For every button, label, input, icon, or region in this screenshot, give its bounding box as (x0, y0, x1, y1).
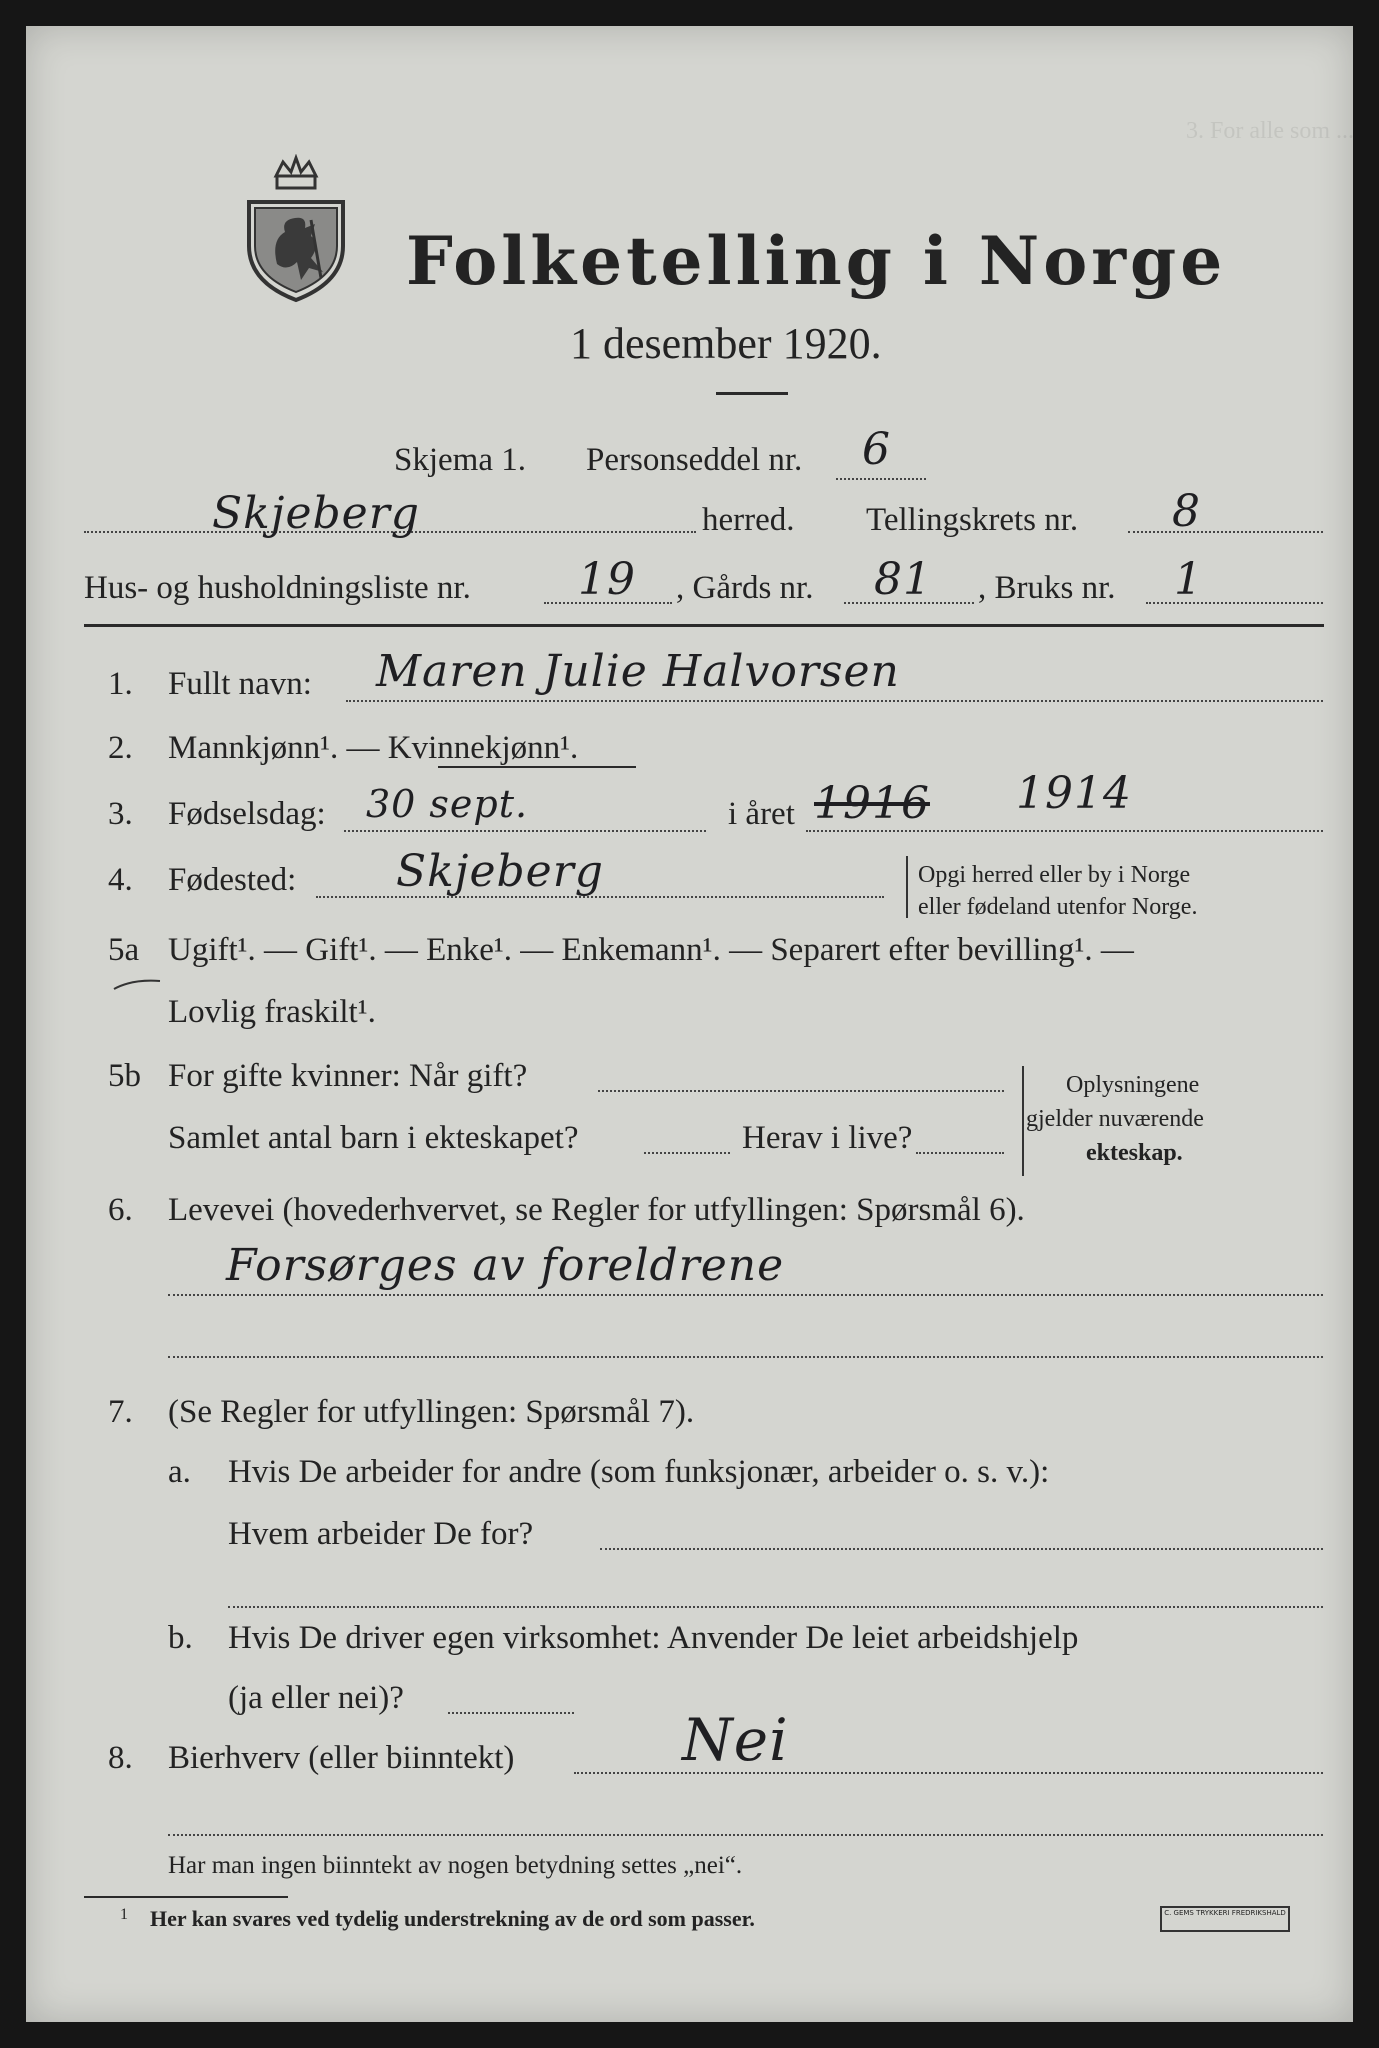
q7a-line2: Hvem arbeider De for? (228, 1516, 534, 1552)
personseddel-label: Personseddel nr. (586, 442, 803, 478)
tellingskrets-label: Tellingskrets nr. (866, 502, 1079, 538)
q7a-answer-line1 (600, 1548, 1323, 1550)
personseddel-value: 6 (862, 424, 891, 475)
herred-value: Skjeberg (212, 488, 420, 539)
q8-value: Nei (682, 1706, 789, 1774)
q6-value: Forsørges av foreldrene (226, 1240, 785, 1291)
footnote-divider (84, 1896, 288, 1898)
q5b-line1: For gifte kvinner: Når gift? (168, 1058, 528, 1094)
q4-note-brace (906, 856, 912, 918)
q7a-line1: Hvis De arbeider for andre (som funksjonær, arbeider o. s. v.): (228, 1454, 1050, 1490)
q4-label: Fødested: (168, 862, 297, 898)
bruks-label: , Bruks nr. (978, 570, 1116, 606)
personseddel-line (836, 478, 926, 480)
q6-number: 6. (108, 1192, 133, 1228)
bruks-value: 1 (1174, 554, 1203, 605)
q2-underline-kvinnekjonn (438, 766, 636, 768)
gards-value: 81 (874, 554, 932, 605)
q1-line (346, 700, 1323, 702)
footer-note: Har man ingen biinntekt av nogen betydning settes „nei“. (168, 1852, 743, 1879)
q3-date-line (344, 830, 706, 832)
q5b-line2: Samlet antal barn i ekteskapet? (168, 1120, 579, 1156)
q4-value: Skjeberg (396, 846, 604, 897)
q3-value: 30 sept. (366, 782, 529, 826)
census-form-page (26, 26, 1353, 2022)
q7b-line2: (ja eller nei)? (228, 1680, 404, 1716)
q8-label: Bierhverv (eller biinntekt) (168, 1740, 515, 1776)
q3-number: 3. (108, 796, 133, 832)
q3-year-value: 1914 (1016, 768, 1132, 819)
herred-label: herred. (702, 502, 795, 538)
q3-year-line (806, 830, 1323, 832)
q3-label: Fødselsdag: (168, 796, 326, 832)
q5b-note-line2: gjelder nuværende (1026, 1106, 1204, 1132)
q5a-line2: Lovlig fraskilt¹. (168, 994, 376, 1030)
q5a-line1: Ugift¹. — Gift¹. — Enke¹. — Enkemann¹. — Separert efter bevilling¹. — (168, 932, 1134, 968)
hus-label: Hus- og husholdningsliste nr. (84, 570, 471, 606)
q7b-number: b. (168, 1620, 193, 1656)
norwegian-lion-coat-of-arms-icon (241, 154, 351, 304)
q7a-answer-line2 (228, 1606, 1323, 1608)
bruks-line (1146, 602, 1323, 604)
header-divider (84, 624, 1324, 627)
q5b-children-line (644, 1152, 730, 1154)
q8-answer-line2 (168, 1834, 1323, 1836)
gards-label: , Gårds nr. (676, 570, 814, 606)
title-divider (716, 392, 788, 395)
q7-number: 7. (108, 1394, 133, 1430)
q5b-note-line1: Oplysningene (1066, 1072, 1200, 1098)
q3-year-label: i året (728, 796, 795, 832)
bleed-through-text: 3. For alle som ... (1186, 118, 1354, 144)
q5a-number: 5a (108, 932, 140, 968)
q1-value: Maren Julie Halvorsen (376, 646, 900, 697)
q2-label: Mannkjønn¹. — Kvinnekjønn¹. (168, 730, 579, 766)
q1-label: Fullt navn: (168, 666, 312, 702)
hus-value: 19 (578, 554, 636, 605)
q5b-married-line (598, 1090, 1004, 1092)
q5b-herav-label: Herav i live? (742, 1120, 913, 1156)
q5b-note-line3: ekteskap. (1086, 1140, 1183, 1166)
q4-note-line1: Opgi herred eller by i Norge (918, 862, 1191, 888)
q2-number: 2. (108, 730, 133, 766)
printer-stamp: C. GEMS TRYKKERI FREDRIKSHALD (1160, 1906, 1290, 1932)
skjema-label: Skjema 1. (394, 442, 526, 478)
q7a-number: a. (168, 1454, 191, 1490)
footnote-number: 1 (120, 1906, 128, 1923)
q7b-answer-line (448, 1712, 574, 1714)
tellingskrets-value: 8 (1172, 486, 1201, 537)
q8-number: 8. (108, 1740, 133, 1776)
footnote-text: Her kan svares ved tydelig understrekning av de ord som passer. (150, 1906, 755, 1931)
q6-answer-line2 (168, 1356, 1323, 1358)
q5b-alive-line (916, 1152, 1004, 1154)
q7-label: (Se Regler for utfyllingen: Spørsmål 7). (168, 1394, 695, 1430)
q4-note-line2: eller fødeland utenfor Norge. (918, 894, 1198, 920)
q6-answer-line1 (168, 1294, 1323, 1296)
q3-year-struck: 1916 (814, 778, 930, 829)
q4-number: 4. (108, 862, 133, 898)
census-date: 1 desember 1920. (570, 319, 882, 368)
q1-number: 1. (108, 666, 133, 702)
q6-label: Levevei (hovederhvervet, se Regler for utfyllingen: Spørsmål 6). (168, 1192, 1025, 1228)
q5a-handwritten-dash (112, 976, 162, 990)
q5b-number: 5b (108, 1058, 141, 1094)
tellingskrets-line (1128, 531, 1323, 533)
q7b-line1: Hvis De driver egen virksomhet: Anvender De leiet arbeidshjelp (228, 1620, 1079, 1656)
page-title: Folketelling i Norge (406, 222, 1227, 300)
